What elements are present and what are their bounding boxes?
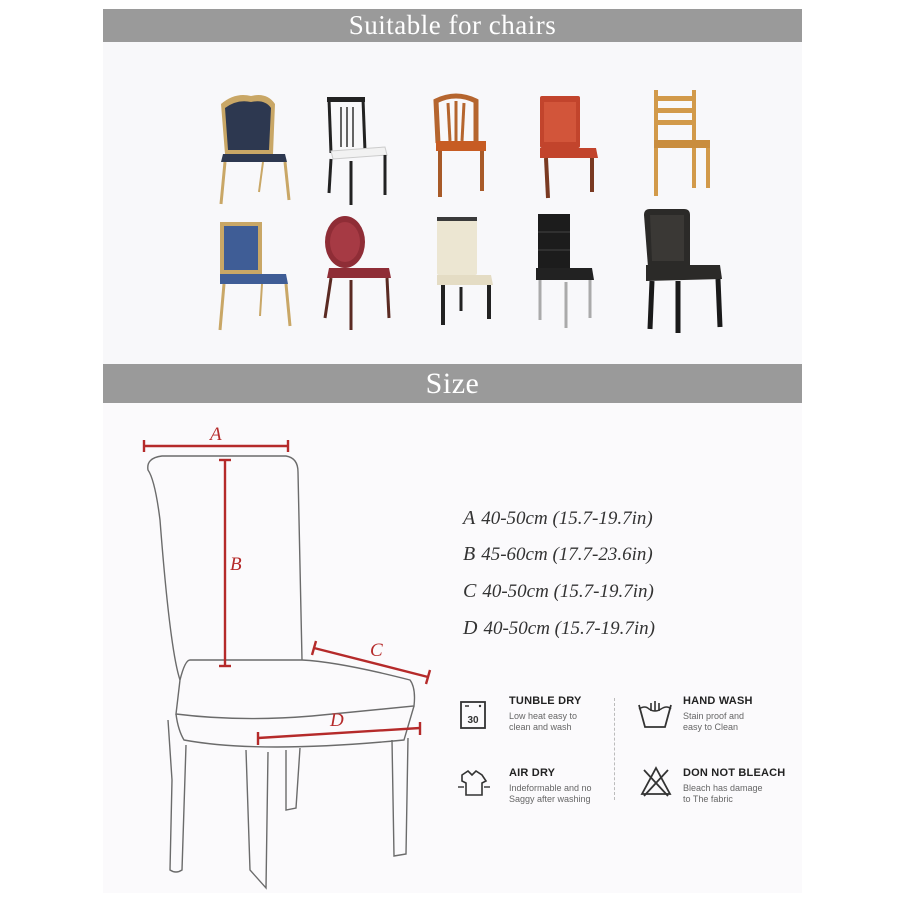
care-desc-line2: easy to Clean (683, 722, 739, 732)
label-a: A (210, 424, 222, 445)
care-desc-line1: Low heat easy to (509, 711, 578, 721)
care-title: HAND WASH (683, 695, 753, 707)
care-air-dry (509, 767, 659, 805)
tumble-dry-icon (459, 700, 487, 730)
size-banner: Size (103, 364, 802, 403)
care-desc-line1: Bleach has damage (683, 783, 763, 793)
dimension-b (463, 543, 653, 566)
care-title: TUNBLE DRY (509, 695, 582, 707)
care-tumble-dry (509, 695, 659, 733)
dimension-value: 45-60cm (17.7-23.6in) (481, 544, 653, 565)
suitable-chairs-banner: Suitable for chairs (103, 9, 802, 42)
care-desc-line2: to The fabric (683, 794, 733, 804)
dimension-letter: A (463, 507, 476, 529)
tumble-dry-temp: 30 (467, 715, 479, 726)
care-title: DON NOT BLEACH (683, 767, 786, 779)
label-b: B (230, 554, 242, 575)
dimension-value: 40-50cm (15.7-19.7in) (483, 618, 655, 639)
label-c: C (370, 640, 383, 661)
care-title: AIR DRY (509, 767, 556, 779)
chair-outline (148, 456, 415, 888)
care-hand-wash (683, 695, 833, 733)
care-desc-line2: Saggy after washing (509, 794, 591, 804)
dimension-a (463, 507, 653, 530)
dimension-letter: C (463, 580, 477, 602)
care-desc-line1: Indeformable and no (509, 783, 592, 793)
air-dry-icon (456, 769, 492, 799)
dimension-value: 40-50cm (15.7-19.7in) (481, 508, 653, 529)
dimension-value: 40-50cm (15.7-19.7in) (482, 581, 654, 602)
care-desc-line1: Stain proof and (683, 711, 745, 721)
dimension-letter: D (463, 617, 478, 639)
label-d: D (330, 710, 344, 731)
care-desc-line2: clean and wash (509, 722, 572, 732)
dimension-letter: B (463, 543, 476, 565)
care-no-bleach (683, 767, 833, 805)
dimension-c (463, 580, 654, 603)
dimension-d (463, 617, 655, 640)
